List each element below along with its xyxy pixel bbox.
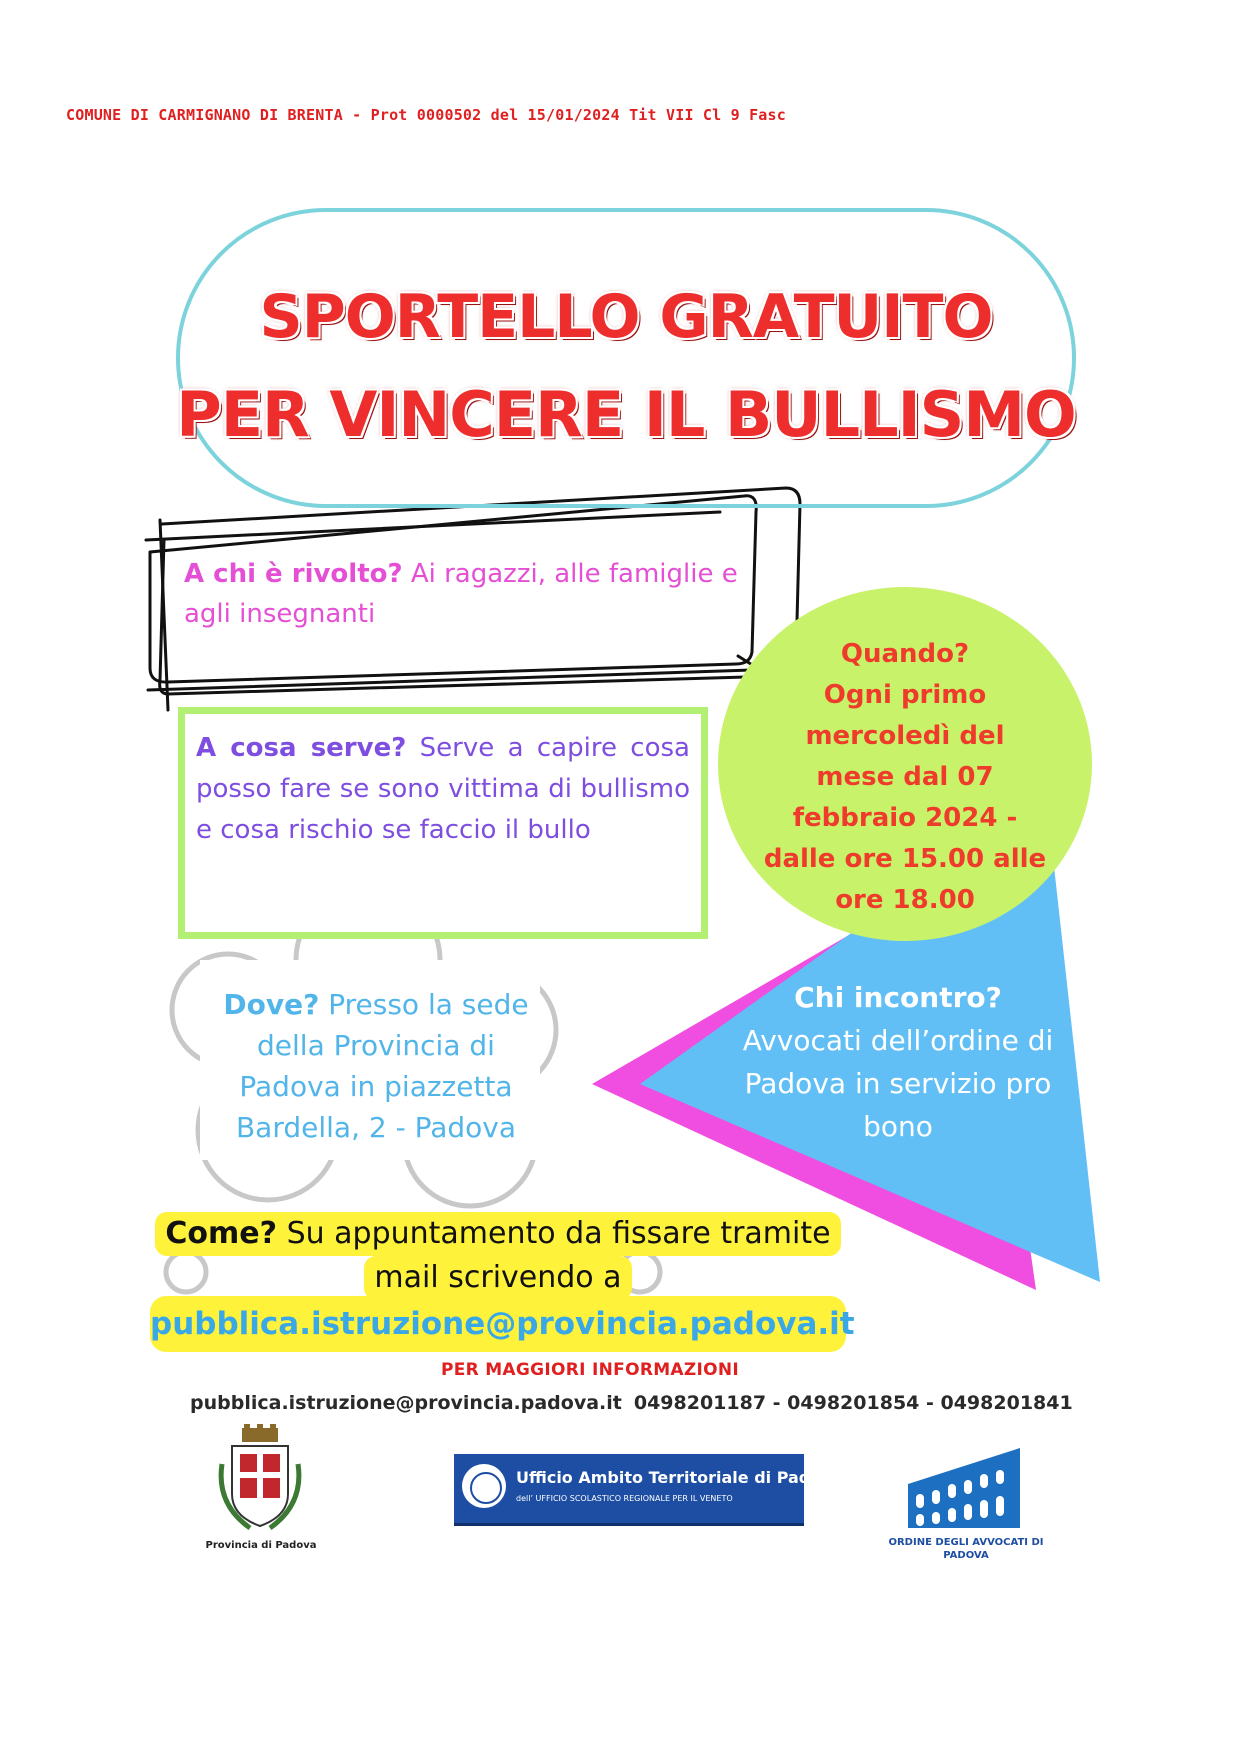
schedule-line: ore 18.00 <box>835 885 975 915</box>
provincia-coat-of-arms-icon <box>210 1424 310 1534</box>
schedule-line: Ogni primo <box>823 680 987 710</box>
schedule-line: mercoledì del <box>805 721 1005 751</box>
location-question: Dove? <box>223 988 320 1021</box>
schedule-line: dalle ore 15.00 alle <box>763 844 1047 874</box>
contact-phones: 0498201187 - 0498201854 - 0498201841 <box>633 1392 1073 1414</box>
who-you-meet-answer: Avvocati dell’ordine di Padova in servizio pro bono <box>742 1024 1054 1143</box>
page-title-line-1: SPORTELLO GRATUITO <box>259 282 993 352</box>
how-to-book-line-1 <box>155 1212 840 1256</box>
purpose-text <box>196 728 690 851</box>
protocol-stamp: COMUNE DI CARMIGNANO DI BRENTA - Prot 0000502 del 15/01/2024 Tit VII Cl 9 Fasc <box>66 106 786 124</box>
target-audience-answer: Ai ragazzi, alle famiglie e agli insegnanti <box>184 559 738 629</box>
uat-subtitle: dell’ UFFICIO SCOLASTICO REGIONALE PER IL VENETO <box>516 1494 733 1503</box>
schedule-line: febbraio 2024 - <box>792 803 1018 833</box>
how-to-book-text: Su appuntamento da fissare tramite <box>277 1216 831 1251</box>
purpose-question: A cosa serve? <box>196 733 407 763</box>
booking-email-link[interactable]: pubblica.istruzione@provincia.padova.it <box>150 1296 846 1352</box>
schedule-line: Quando? <box>840 639 970 669</box>
who-you-meet-question: Chi incontro? <box>794 981 1002 1014</box>
title-frame <box>176 208 1076 508</box>
target-audience-question: A chi è rivolto? <box>184 559 403 589</box>
how-to-book-question: Come? <box>165 1216 278 1251</box>
schedule-text <box>750 634 1060 921</box>
location-text <box>206 984 546 1148</box>
who-you-meet-text <box>718 976 1078 1148</box>
contact-line <box>190 1392 1073 1414</box>
arena-colosseum-icon <box>904 1424 1024 1532</box>
more-info-heading: PER MAGGIORI INFORMAZIONI <box>440 1360 740 1380</box>
avvocati-label: ORDINE DEGLI AVVOCATI DI PADOVA <box>888 1537 1044 1561</box>
location-answer: Presso la sede della Provincia di Padova in piazzetta Bardella, 2 - Padova <box>235 988 529 1144</box>
uat-title: Ufficio Ambito Territoriale di Padova <box>516 1468 843 1487</box>
how-to-book <box>148 1212 848 1300</box>
how-to-book-line-2: mail scrivendo a <box>364 1256 631 1300</box>
uat-logo <box>454 1454 843 1526</box>
purpose-answer: Serve a capire cosa posso fare se sono vittima di bullismo e cosa rischio se faccio il bullo <box>196 733 690 845</box>
italian-republic-emblem-icon <box>462 1464 506 1508</box>
provincia-label: Provincia di Padova <box>205 1540 317 1551</box>
page-title-line-2: PER VINCERE IL BULLISMO <box>176 378 1076 451</box>
schedule-line: mese dal 07 <box>816 762 994 792</box>
contact-email-link[interactable]: pubblica.istruzione@provincia.padova.it <box>190 1392 622 1414</box>
target-audience-text <box>184 554 754 634</box>
